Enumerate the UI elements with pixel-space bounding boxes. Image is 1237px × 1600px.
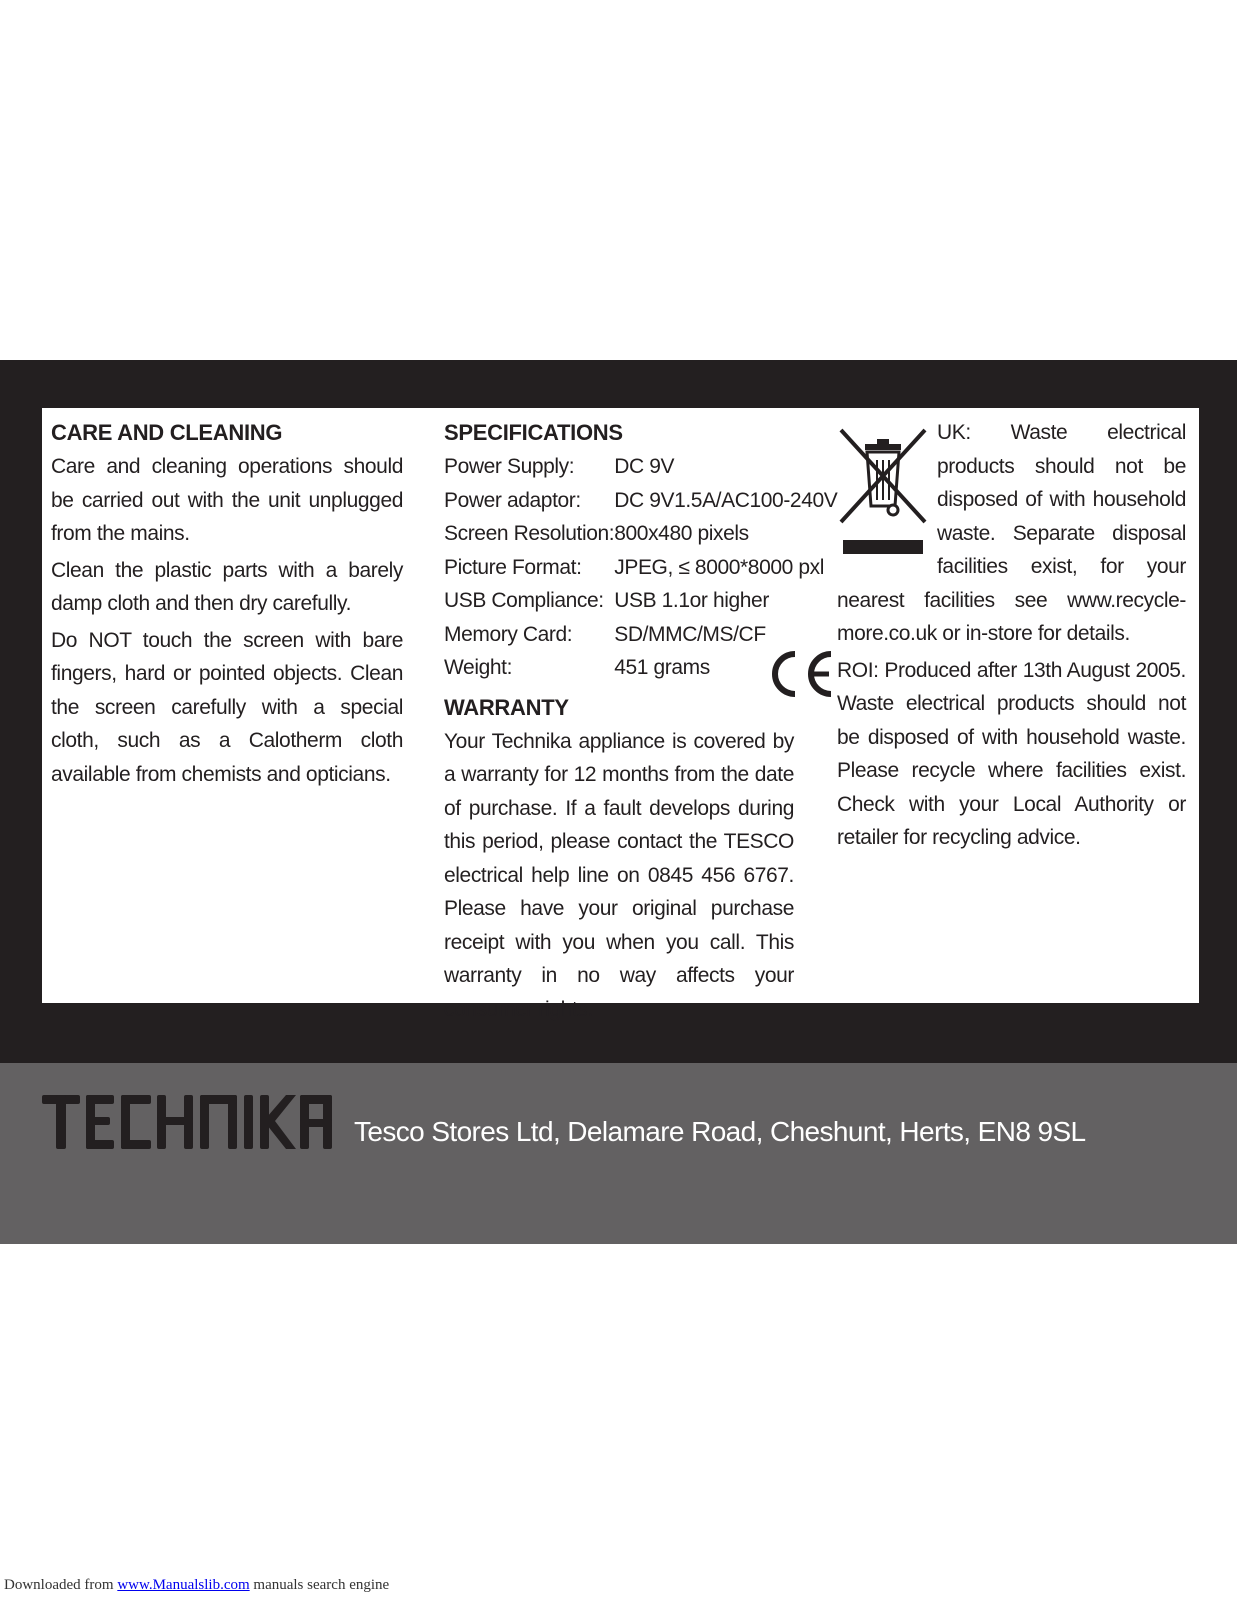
spec-value: 800x480 pixels: [614, 522, 749, 545]
manualslib-link[interactable]: www.Manualslib.com: [117, 1577, 250, 1593]
spec-value: DC 9V1.5A/AC100-240V: [614, 488, 838, 512]
care-paragraph-3: Do NOT touch the screen with bare fingers, hard or pointed objects. Clean the screen carefully with a special cloth, such as a Calotherm cloth available from chemists and opticians.: [51, 628, 403, 786]
download-note: [4, 1577, 389, 1594]
care-cleaning-section: [51, 416, 403, 794]
technika-logo: [42, 1091, 332, 1151]
warranty-text: Your Technika appliance is covered by a warranty for 12 months from the date of purchase. If a fault develops during this period, please contact the TESCO electrical help line on 0845 456 6767. Please have your original purchase receipt with you when you call. This warranty in no way affects your consumer rights.: [444, 729, 794, 1021]
specs-heading: SPECIFICATIONS: [444, 420, 623, 445]
care-paragraph-2: Clean the plastic parts with a barely damp cloth and then dry carefully.: [51, 558, 403, 615]
spec-value: JPEG, ≤ 8000*8000 pxl: [614, 555, 824, 579]
download-prefix: Downloaded from: [4, 1577, 118, 1593]
spec-row: [444, 484, 837, 518]
spec-row: [444, 517, 837, 551]
care-paragraph-1: Care and cleaning operations should be carried out with the unit unplugged from the mains.: [51, 455, 403, 545]
spec-row: [444, 450, 837, 484]
specifications-section: [444, 416, 838, 1029]
spec-label: Power adaptor:: [444, 488, 581, 512]
spec-label: Screen Resolution:: [444, 522, 615, 545]
roi-disposal-text: ROI: Produced after 13th August 2005. Waste electrical products should not be disposed of with household waste. Please recycle where facilities exist. Check with your Local Authority or retailer for recycling advice.: [837, 658, 1186, 849]
spec-row: [444, 551, 837, 585]
spec-row: [444, 618, 837, 652]
spec-label: USB Compliance:: [444, 589, 604, 612]
info-panel: [42, 408, 1199, 1021]
spec-label: Memory Card:: [444, 622, 573, 646]
spec-value: USB 1.1or higher: [614, 589, 769, 612]
spec-label: Weight:: [444, 656, 513, 679]
spec-value: DC 9V: [614, 455, 675, 478]
download-suffix: manuals search engine: [249, 1577, 390, 1593]
spec-row: [444, 584, 837, 618]
spec-label: Power Supply:: [444, 455, 575, 478]
warranty-heading: WARRANTY: [444, 694, 569, 720]
spec-value: SD/MMC/MS/CF: [614, 622, 766, 646]
care-heading: CARE AND CLEANING: [51, 420, 283, 445]
spec-label: Picture Format:: [444, 555, 582, 579]
crossed-bin-icon: [837, 422, 929, 558]
spec-value: 451 grams: [614, 656, 710, 679]
footer-address: Tesco Stores Ltd, Delamare Road, Cheshunt, Herts, EN8 9SL: [354, 1116, 1086, 1147]
disposal-section: [837, 416, 1186, 858]
uk-disposal-text: UK: Waste electrical products should not be disposed of with household waste. Separate disposal facilities exist, for your nearest facilities see www.recycle-more.co.uk or in-store for details.: [837, 421, 1186, 645]
ce-mark-icon: [767, 648, 837, 700]
